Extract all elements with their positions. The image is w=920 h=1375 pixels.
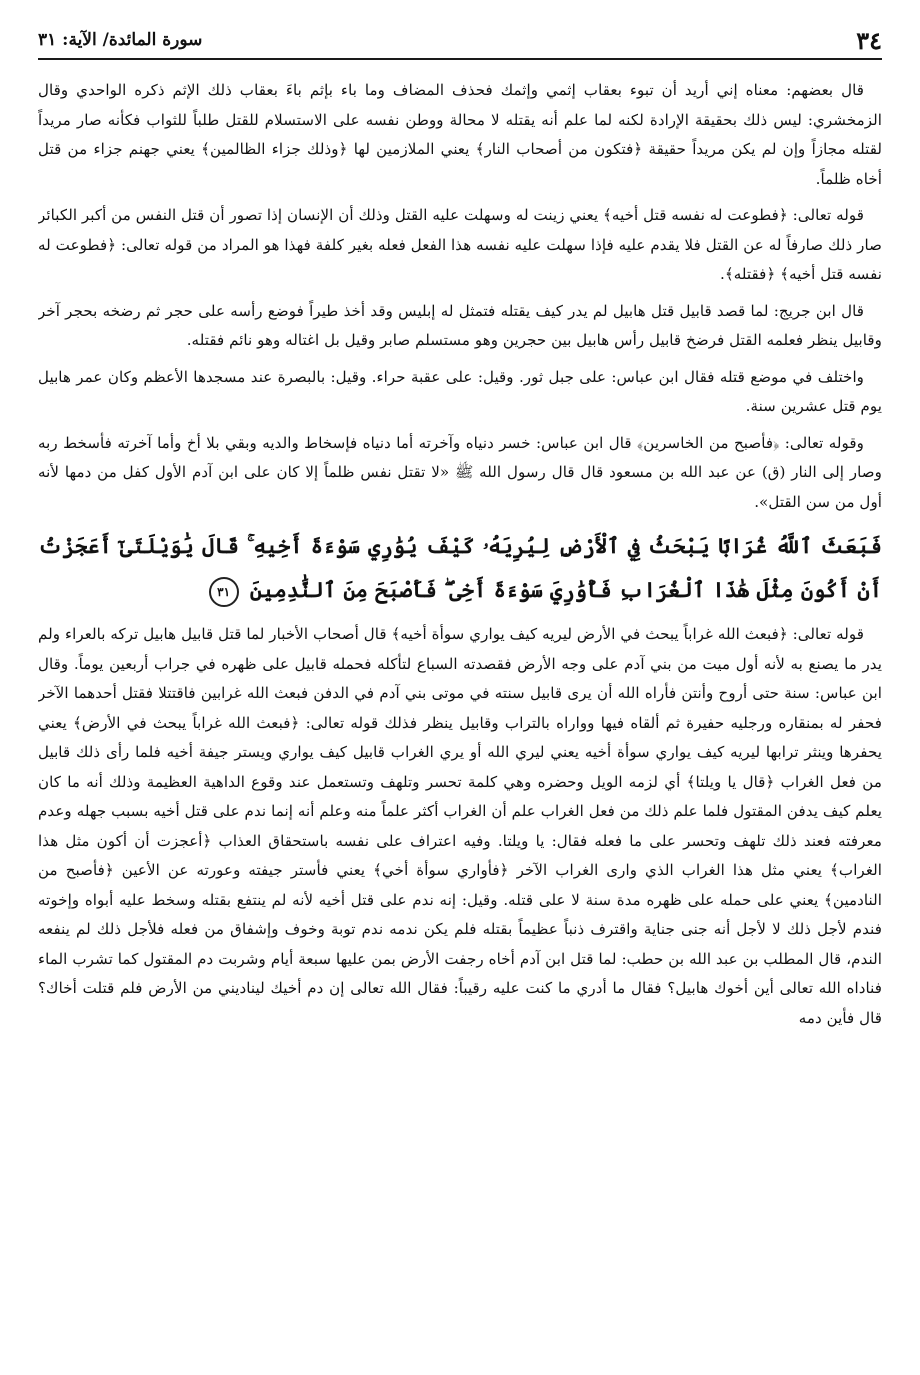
paragraph-4: واختلف في موضع قتله فقال ابن عباس: على جبل ثور. وقيل: على عقبة حراء. وقيل: بالبصرة عند مسجدها الأعظم وكان عمر هابيل يوم قتل عشرين سنة. — [38, 367, 882, 415]
paragraph-2: قوله تعالى: ﴿فطوعت له نفسه قتل أخيه﴾ يعني زينت له وسهلت عليه القتل وذلك أن الإنسان إذا تصور أن قتل النفس من أكبر الكبائر صار ذلك صارفاً له عن القتل فلا يقدم عليه فإذا سهلت عليه نفسه هذا الفعل فعله بغير كلفة فهذا هو المراد من قوله تعالى: ﴿فطوعت له نفسه قتل أخيه﴾ ﴿فقتله﴾. — [38, 206, 882, 283]
page-header — [38, 22, 882, 60]
quran-verse-text: فَبَعَثَ ٱللَّهُ غُرَابًا يَبْحَثُ فِي ٱلْأَرْضِ لِيُرِيَهُۥ كَيْفَ يُوَٰرِي سَوْءَةَ أَخِيهِ ۚ قَالَ يَٰوَيْلَتَىٰٓ أَعَجَزْتُ أَنْ أَكُونَ مِثْلَ هَٰذَا ٱلْغُرَابِ فَأُوَٰرِيَ سَوْءَةَ أَخِى ۖ فَأَصْبَحَ مِنَ ٱلنَّٰدِمِينَ — [38, 533, 882, 602]
paragraph-5: وقوله تعالى: ﴿فأصبح من الخاسرين﴾ قال ابن عباس: خسر دنياه وآخرته أما دنياه فإسخاط والديه وبقي بلا أخ وأما آخرته فأسخط ربه وصار إلى النار (ق) عن عبد الله بن مسعود قال قال رسول الله ﷺ «لا تقتل نفس ظلماً إلا كان على ابن آدم الأول كفل من دمها لأنه أول من سن القتل». — [38, 433, 882, 511]
page-number: ٣٤ — [856, 25, 882, 55]
running-title: سورة المائدة/ الآية: ٣١ — [38, 30, 203, 50]
book-page — [38, 22, 882, 1342]
paragraph-3: قال ابن جريج: لما قصد قابيل قتل هابيل لم يدر كيف يقتله فتمثل له إبليس وقد أخذ طيراً فوضع رأسه على حجر ثم رضخه بحجر آخر وقابيل ينظر فعلمه القتل فرضخ قابيل رأس هابيل بين حجرين وهو مستسلم صابر وقيل بل اغتاله وهو نائم فقتله. — [38, 301, 882, 349]
paragraph-6: قوله تعالى: ﴿فبعث الله غراباً يبحث في الأرض ليريه كيف يواري سوأة أخيه﴾ قال أصحاب الأخبار لما قتل قابيل هابيل تركه بالعراء ولم يدر ما يصنع به لأنه أول ميت من بني آدم على وجه الأرض فقصدته السباع لتأكله فحمله قابيل على ظهره في جراب أربعين يوماً. وقال ابن عباس: سنة حتى أروح وأنتن فأراه الله أن يرى قابيل سنته في موتى بني آدم في الدفن فبعث الله غرابين فاقتتلا فقتل أحدهما الآخر فحفر له بمنقاره ورجليه حفيرة ثم ألقاه فيها وواراه بالتراب وقابيل ينظر فذلك قوله تعالى: ﴿فبعث الله غراباً يبحث في الأرض﴾ يعني يحفرها وينثر ترابها ليريه كيف يواري سوأة أخيه يعني ليري الله أو يري الغراب قابيل كيف يواري ويستر جيفة أخيه فلما رأى ذلك قابيل من فعل الغراب ﴿قال يا ويلتا﴾ أي لزمه الويل وحضره وهي كلمة تحسر وتلهف وتستعمل عند وقوع الداهية العظيمة وذلك أنه ما كان يعلم كيف يدفن المقتول فلما علم ذلك من فعل الغراب علم أن الغراب أكثر علماً منه وعلم أنه إنما ندم على قتل أخيه بسبب جهله وعدم معرفته فعند ذلك تلهف وتحسر على ما فعله فقال: يا ويلتا. وفيه اعتراف على نفسه باستحقاق العذاب ﴿أعجزت أن أكون مثل هذا الغراب﴾ يعني مثل هذا الغراب الذي وارى الغراب الآخر ﴿فأواري سوأة أخي﴾ يعني فأستر جيفته وعورته عن الأعين ﴿فأصبح من النادمين﴾ يعني على حمله على ظهره مدة سنة لا على قتله. وقيل: إنه ندم على قتل أخيه لأنه لم ينتفع بقتله وسخط عليه أبواه وإخوته فندم لأجل ذلك لا لأجل أنه جنى جناية واقترف ذنباً عظيماً بقتله فلم يكن ندمه ندم توبة وخوف وإشفاق من فعله فلأجل ذلك لم ينفعه الندم، قال المطلب بن عبد الله بن حطب: لما قتل ابن آدم أخاه رجفت الأرض بمن عليها سبعة أيام وشربت دم المقتول كما تشرب الماء فناداه الله تعالى أين أخوك هابيل؟ فقال ما أدري ما كنت عليه رقيباً: فقال الله تعالى إن دم أخيك لينا‌ديني من الأرض فلم قتلت أخاك؟ قال فأين دمه — [38, 625, 882, 1027]
quran-verse — [38, 524, 882, 612]
page-body — [38, 76, 882, 1033]
paragraph-1: قال بعضهم: معناه إني أريد أن تبوء بعقاب إثمي وإثمك فحذف المضاف وما باء بإثم باءَ بعقاب ذلك الإثم ذكره الواحدي وقال الزمخشري: ليس ذلك بحقيقة الإرادة لكنه لما علم أنه يقتله لا محالة ووطن نفسه على الاستسلام للقتل طلباً للثواب فكأنه صار مريداً لقتله مجازاً وإن لم يكن مريداً حقيقة ﴿فتكون من أصحاب النار﴾ يعني الملازمين لها ﴿وذلك جزاء الظالمين﴾ يعني جهنم جزاء من قتل أخاه ظلماً. — [38, 81, 882, 188]
ayah-number-marker: ٣١ — [209, 577, 239, 607]
